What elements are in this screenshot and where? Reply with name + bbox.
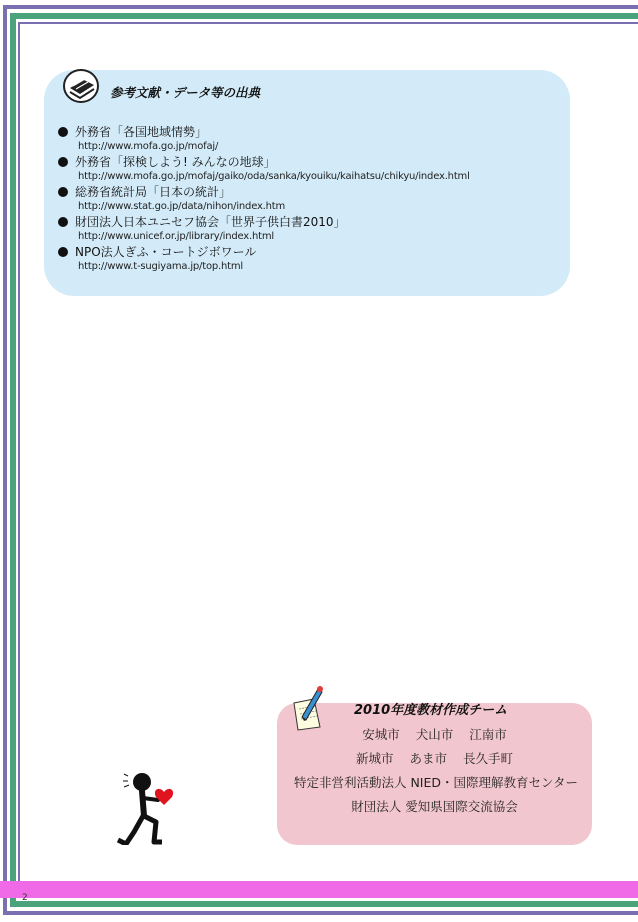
reference-name: 財団法人日本ユニセフ協会「世界子供白書2010」 — [75, 215, 346, 229]
list-item — [58, 124, 470, 154]
bullet-icon — [58, 217, 68, 227]
bullet-icon — [58, 127, 68, 137]
team-member-cities-1: 安城市 犬山市 江南市 — [362, 727, 507, 742]
team-member-cities-2: 新城市 あま市 長久手町 — [356, 751, 513, 766]
pencil-note-icon — [290, 683, 326, 731]
list-item — [58, 214, 470, 244]
team-title: 2010年度教材作成チーム — [354, 703, 508, 718]
bullet-icon — [58, 187, 68, 197]
list-item — [58, 244, 470, 274]
reference-url[interactable]: http://www.mofa.go.jp/mofaj/ — [78, 141, 219, 152]
bullet-icon — [58, 247, 68, 257]
footer-bar — [0, 881, 638, 898]
bullet-icon — [58, 157, 68, 167]
reference-name: NPO法人ぎふ・コートジボワール — [75, 245, 257, 259]
team-member-foundation: 財団法人 愛知県国際交流協会 — [351, 799, 518, 814]
page-number: 2 — [22, 893, 28, 903]
reference-url[interactable]: http://www.stat.go.jp/data/nihon/index.htm — [78, 201, 286, 212]
references-title: 参考文献・データ等の出典 — [110, 85, 261, 100]
references-list — [58, 124, 470, 274]
books-icon — [62, 68, 100, 104]
kneeling-person-heart-icon — [110, 770, 180, 845]
list-item — [58, 154, 470, 184]
reference-url[interactable]: http://www.unicef.or.jp/library/index.html — [78, 231, 274, 242]
reference-url[interactable]: http://www.mofa.go.jp/mofaj/gaiko/oda/sanka/kyouiku/kaihatsu/chikyu/index.html — [78, 171, 470, 182]
team-member-npo: 特定非営利活動法人 NIED・国際理解教育センター — [293, 775, 579, 790]
reference-name: 外務省「各国地域情勢」 — [75, 125, 208, 139]
reference-name: 総務省統計局「日本の統計」 — [75, 185, 232, 199]
list-item — [58, 184, 470, 214]
reference-name: 外務省「探検しよう! みんなの地球」 — [75, 155, 276, 169]
reference-url[interactable]: http://www.t-sugiyama.jp/top.html — [78, 261, 243, 272]
